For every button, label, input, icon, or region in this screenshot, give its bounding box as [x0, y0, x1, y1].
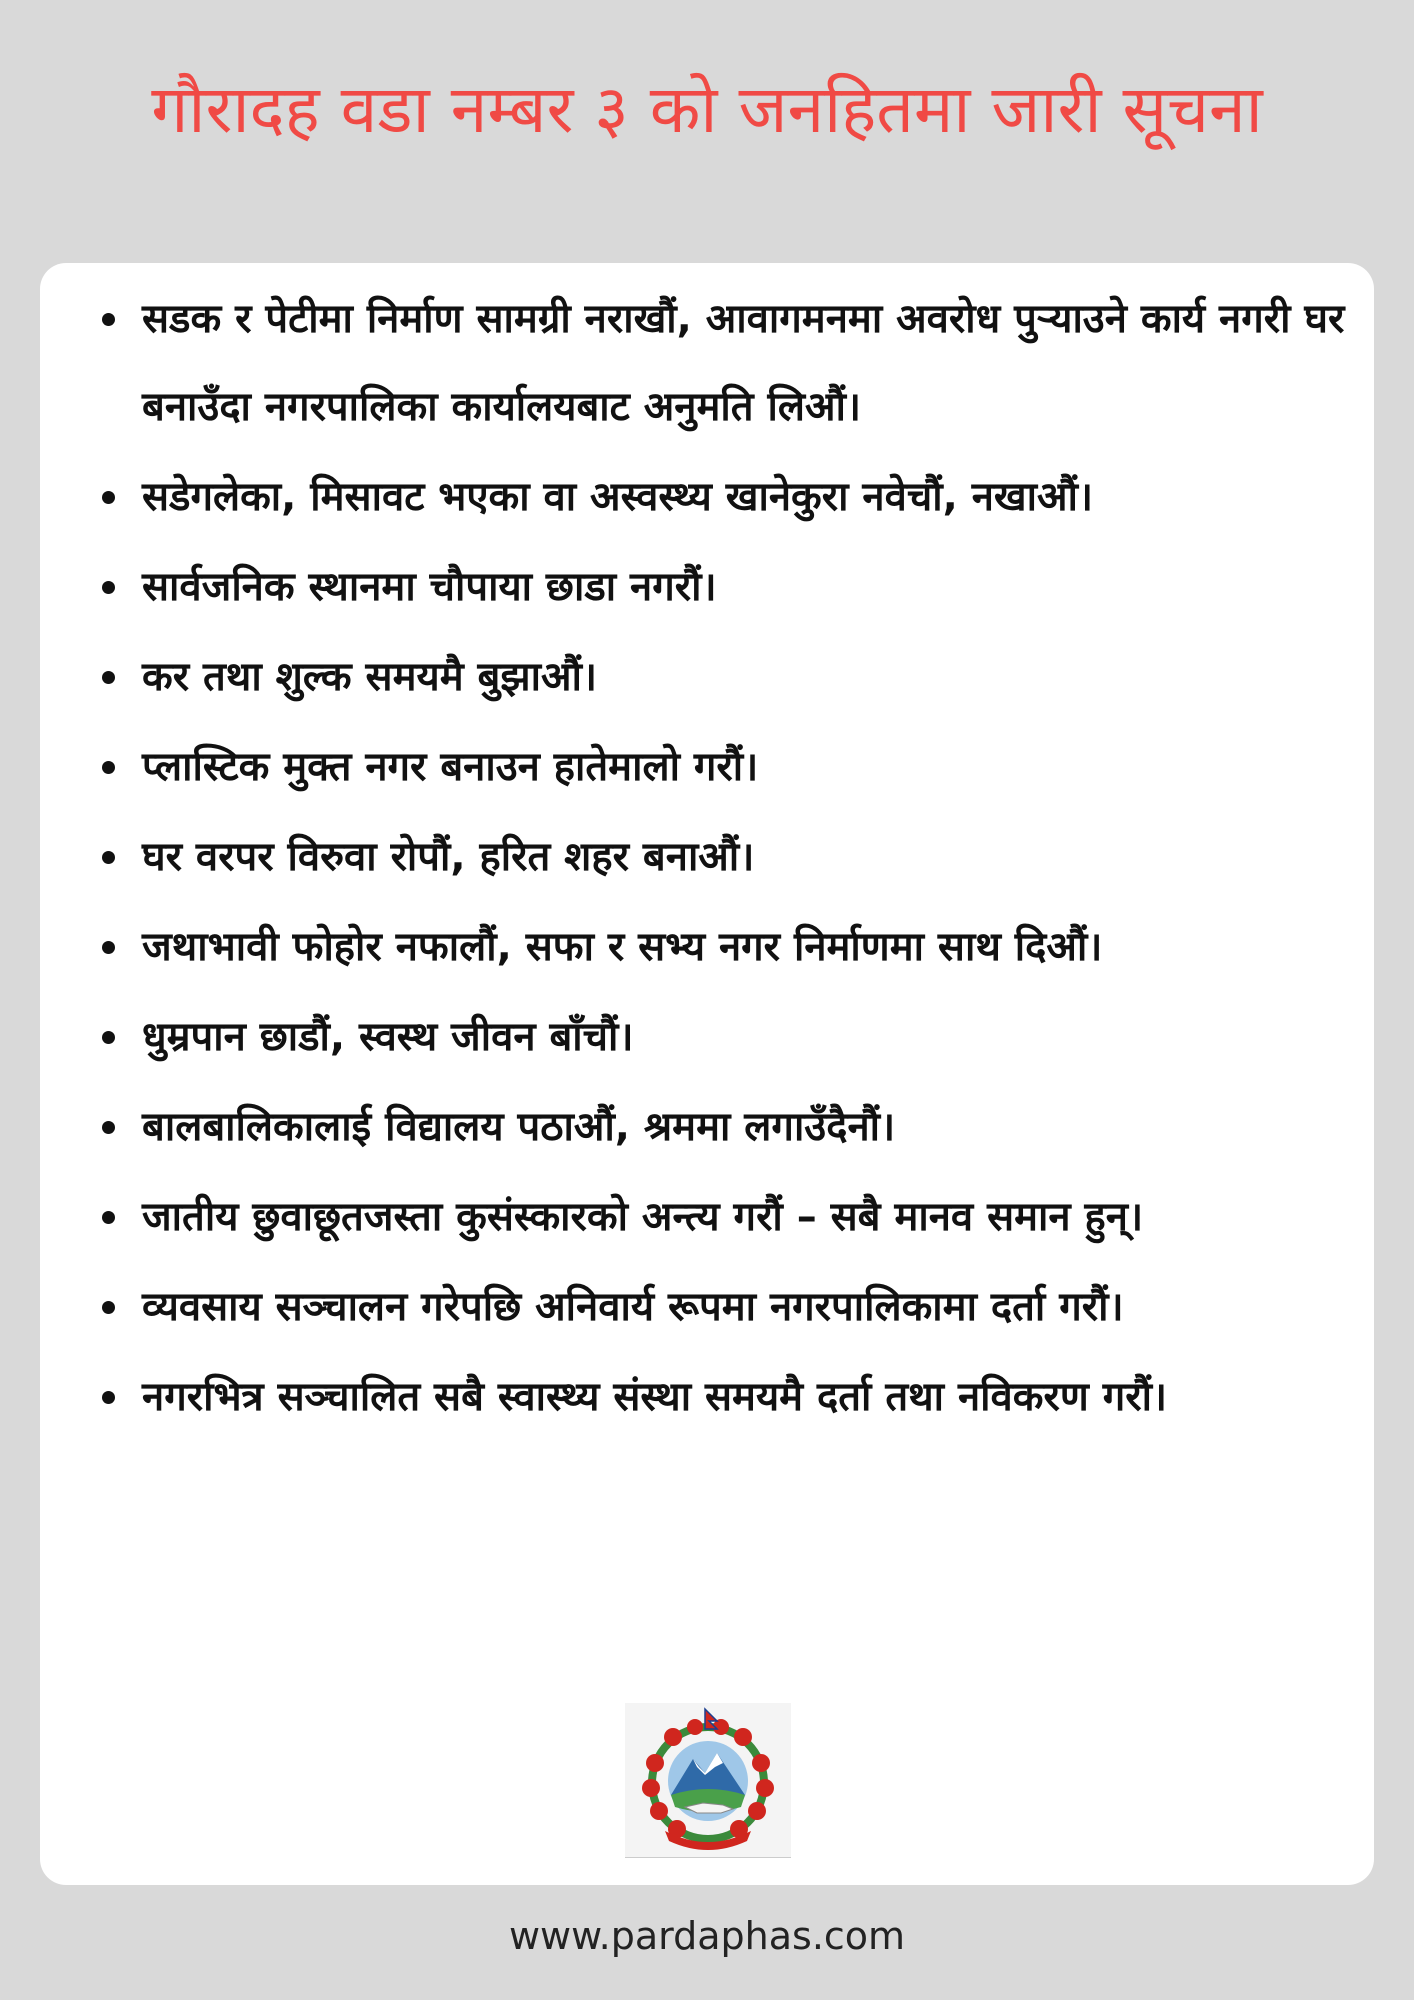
notice-text: सडक र पेटीमा निर्माण सामग्री नराखौं, आवागमनमा अवरोध पुऱ्याउने कार्य नगरी घर बनाउँदा नगरपालिका कार्यालयबाट अनुमति लिऔं। [142, 296, 1345, 430]
emblem-graphic [625, 1703, 791, 1857]
bullet-icon [102, 851, 115, 864]
notice-item-9 [102, 1083, 1352, 1171]
bullet-icon [102, 1031, 115, 1044]
notice-item-5 [102, 723, 1352, 811]
notice-text: जथाभावी फोहोर नफालौं, सफा र सभ्य नगर निर्माणमा साथ दिऔं। [142, 924, 1103, 970]
notice-item-10 [102, 1173, 1352, 1261]
notice-item-2 [102, 453, 1352, 541]
notice-text: व्यवसाय सञ्चालन गरेपछि अनिवार्य रूपमा नगरपालिकामा दर्ता गरौं। [142, 1284, 1124, 1330]
notice-item-8 [102, 993, 1352, 1081]
bullet-icon [102, 941, 115, 954]
notice-item-3 [102, 543, 1352, 631]
notice-text: घर वरपर विरुवा रोपौं, हरित शहर बनाऔं। [142, 834, 755, 880]
bullet-icon [102, 313, 115, 326]
notice-item-4 [102, 633, 1352, 721]
notice-text: सडेगलेका, मिसावट भएका वा अस्वस्थ्य खानेकुरा नवेचौं, नखाऔं। [142, 474, 1094, 520]
notice-list [102, 275, 1352, 1443]
notice-text: धुम्रपान छाडौं, स्वस्थ जीवन बाँचौं। [142, 1014, 634, 1060]
nepal-government-emblem-icon [625, 1703, 791, 1858]
notice-item-12 [102, 1353, 1352, 1441]
bullet-icon [102, 761, 115, 774]
bullet-icon [102, 671, 115, 684]
notice-item-1 [102, 275, 1352, 451]
page-title: गौरादह वडा नम्बर ३ को जनहितमा जारी सूचना [151, 71, 1263, 148]
website-url: www.pardaphas.com [508, 1914, 906, 1958]
bullet-icon [102, 581, 115, 594]
bullet-icon [102, 1211, 115, 1224]
notice-text: सार्वजनिक स्थानमा चौपाया छाडा नगरौं। [142, 564, 717, 610]
notice-card [40, 263, 1374, 1885]
notice-text: बालबालिकालाई विद्यालय पठाऔं, श्रममा लगाउँदैनौं। [142, 1104, 896, 1150]
bullet-icon [102, 1391, 115, 1404]
notice-text: प्लास्टिक मुक्त नगर बनाउन हातेमालो गरौं। [142, 744, 759, 790]
notice-text: नगरभित्र सञ्चालित सबै स्वास्थ्य संस्था समयमै दर्ता तथा नविकरण गरौं। [142, 1374, 1168, 1420]
notice-item-7 [102, 903, 1352, 991]
notice-item-11 [102, 1263, 1352, 1351]
notice-text: जातीय छुवाछूतजस्ता कुसंस्कारको अन्त्य गरौं – सबै मानव समान हुन्। [142, 1194, 1144, 1240]
notice-item-6 [102, 813, 1352, 901]
bullet-icon [102, 1121, 115, 1134]
bullet-icon [102, 491, 115, 504]
bullet-icon [102, 1301, 115, 1314]
notice-text: कर तथा शुल्क समयमै बुझाऔं। [142, 654, 598, 700]
